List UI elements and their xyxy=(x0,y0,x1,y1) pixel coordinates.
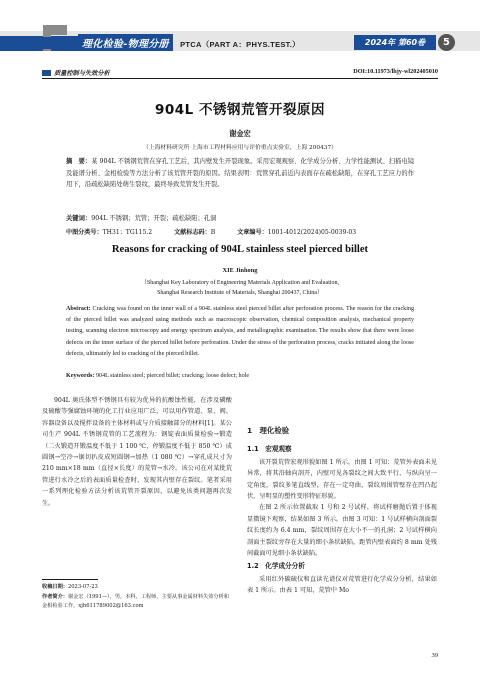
article-title-cn: 904L 不锈钢荒管开裂原因 xyxy=(155,102,325,118)
issue-number-badge: 5 xyxy=(438,34,455,51)
article-title-en: Reasons for cracking of 904L stainless steel pierced billet xyxy=(111,244,369,255)
keywords-en xyxy=(66,371,414,382)
keywords-cn xyxy=(66,213,414,225)
section-1-1-paragraph-2: 在图 2 所示位置截取 1 号和 2 号试样，将试样磨抛后置于体视显微镜下观察，结果如图 3 所示。由图 3 可知：1 号试样横向剖面裂纹长度约为 6.4 mm，裂纹周围存在大小不一的孔洞；2 号试样横向剖面主裂纹旁存在大量的细小条状缺陷，距管内壁表面约 8 mm 处残间截面可见细小条状缺陷。 xyxy=(247,504,437,558)
body-column-left xyxy=(42,395,232,509)
section-1-1-heading: 1.1 宏观观察 xyxy=(247,445,292,454)
affiliation-cn: （上海材料研究所 上海市工程材料应用与评价重点实验室，上海 200437） xyxy=(143,145,337,151)
abstract-en-label: Abstract: xyxy=(66,306,91,312)
abstract-cn-text: 某 904L 不锈钢荒管在穿孔工艺后，其内壁发生开裂现象。采用宏观观察、化学成分分析、力学性能测试、扫描电镜及能谱分析、金相检验等方法分析了该荒管开裂的原因。结果表明：荒管穿孔前近内表面存在疏松缺陷，在穿孔工艺应力的作用下，沿疏松缺陷处萌生裂纹，最终导致荒管发生开裂。 xyxy=(66,158,414,188)
section-tag xyxy=(42,68,110,77)
journal-header xyxy=(0,0,480,66)
section-1-heading: 1 理化检验 xyxy=(247,426,290,435)
keywords-cn-text: 904L 不锈钢；荒管；开裂；疏松缺陷；孔洞 xyxy=(91,215,217,222)
abstract-en xyxy=(66,304,414,360)
keywords-en-text: 904L stainless steel; pierced billet; cracking; loose defect; hole xyxy=(95,373,250,379)
footnote-divider xyxy=(42,579,98,580)
keywords-en-label: Keywords: xyxy=(66,373,95,379)
section-tag-text: 质量控制与失效分析 xyxy=(54,70,110,77)
abstract-cn xyxy=(66,156,414,191)
issue-label: 2024年 第60卷 xyxy=(354,35,436,50)
body-column-right xyxy=(247,395,437,597)
author-info: 作者简介：谢金宏（1991—），男，本科，工程师，主要从事金属材料失效分析和金相检验工作，xjh611789002@163.com xyxy=(42,593,229,609)
journal-part: PTCA（PART A：PHYS.TEST.） xyxy=(180,40,300,49)
section-1-2-paragraph: 采用红外碳硫仪和直读光谱仪对荒管进行化学成分分析，结果如表 1 所示。由表 1 可知，荒管中 Mo xyxy=(247,575,437,595)
section-1-1-paragraph-1: 该开裂荒管宏观形貌如图 1 所示。由图 1 可知：荒管外表面未见异常，将其沿轴向剖开，内壁可见各裂纹之间大致平行，与纵向呈一定角度，裂纹多笔直线型，存在一定弯曲，裂纹周围管壁存在凹凸起伏，呈明显的塑性变形特征形貌。 xyxy=(247,458,437,501)
abstract-cn-label: 摘 要： xyxy=(66,158,92,165)
footnote xyxy=(42,583,232,612)
received-date: 收稿日期：2023-07-23 xyxy=(42,584,98,590)
classification-row xyxy=(66,227,414,236)
affiliation-en-line-1: （Shanghai Key Laboratory of Engineering Materials Application and Evaluation, xyxy=(140,280,340,286)
affiliation-en-line-2: Shanghai Research Institute of Materials, Shanghai 200437, China） xyxy=(157,290,323,296)
section-marker-icon xyxy=(42,70,51,76)
article-number: 文章编号：1001-4012(2024)05-0039-03 xyxy=(237,229,357,236)
page-number: 39 xyxy=(431,652,438,659)
abstract-en-text: Cracking was found on the inner wall of a 904L stainless steel pierced billet after perforation process. The reason for the cracking of the pierced billet was analyzed using methods such as macroscopic observation, chemical composition analysis, mechanical property testing, scanning electron microscopy and energy spectrum analysis, and metallographic examination. The results show that there were loose defects on the inner surface of the pierced billet before perforation. Under the stress of the perforation process, cracks initiated along the loose defects, ultimately led to cracking of the pierced billet. xyxy=(66,306,414,357)
intro-paragraph: 904L 奥氏体型不锈钢具有较为优异的抗酸蚀性能，在涉及磷酸及硫酸等强腐蚀环境的化工行业应用广泛，可以用作管道、泵、阀、容器设备以及搅拌设备的主体材料或与介质接触部分的材料[1]。某公司生产 904L 不锈钢荒管的工艺流程为：钢锭表面质量检验→锻造（二火锻造开锻温度不低于 1 100 ℃，停锻温度不低于 850 ℃）成圆钢→空冷→锯切扒皮成短圆钢→加热（1 080 ℃）→穿孔成尺寸为 210 mm×18 mm（直径×长度）的荒管→水冷。该公司在对某批荒管进行水冷之后的表面质量检查时，发现其内壁存在裂纹。笔者采用一系列理化检验方法分析该荒管开裂原因，以避免该类问题再次发生。 xyxy=(42,397,232,507)
author-en: XIE Jinhong xyxy=(222,267,258,274)
author-cn: 谢金宏 xyxy=(229,129,251,138)
header-divider xyxy=(42,78,438,79)
clc-code: 中图分类号：TH31；TG115.2 xyxy=(66,229,153,236)
keywords-cn-label: 关键词： xyxy=(66,215,92,222)
doi: DOI:10.11973/lhjy-wl202405010 xyxy=(353,68,438,75)
document-code: 文献标志码：B xyxy=(174,229,216,236)
affiliation-en xyxy=(0,278,480,298)
section-1-2-heading: 1.2 化学成分分析 xyxy=(247,562,305,571)
journal-name: 理化检验-物理分册 xyxy=(78,34,173,51)
